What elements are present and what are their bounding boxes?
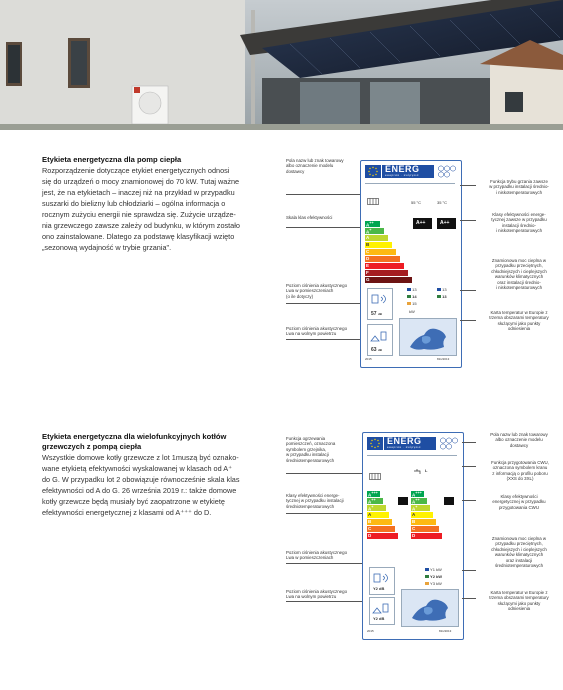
capacity-average-35: 13 [437, 294, 447, 299]
section1-line: ono zainstalowane. Dlatego za podstawę klasyfikacji wzięto [42, 232, 235, 241]
radiator-icon [367, 192, 379, 199]
leader-line [286, 473, 362, 474]
leader-line [286, 339, 360, 340]
annotation-rated-heat-output-2: Znamionowa moc cieplna w przypadku przeciętnych, chłodniejszych i cieplejszych warunków klimatycznych oraz instalacji średniotemperaturowych [491, 536, 547, 569]
language-badges [436, 165, 456, 178]
energy-label-combi-boiler [362, 432, 464, 640]
class-indicator-heating [398, 497, 408, 505]
annotation-indoor-noise-2: Poziom ciśnienia akustycznego Lwa w pomieszczeniach [286, 550, 348, 561]
indoor-noise-box [369, 567, 395, 595]
energ-header [382, 165, 434, 178]
house-solar-photo [0, 0, 563, 130]
temp-35: 35 °C [437, 200, 448, 205]
leader-line [286, 513, 362, 514]
scale-bar-g: G [365, 277, 412, 283]
load-profile: L [425, 468, 428, 473]
annotation-outdoor-noise: Poziom ciśnienia akustycznego Lwa na wolnym powietrzu [286, 326, 348, 337]
scale-bar-appp: A+++ [367, 491, 380, 497]
annotation-dhw-function: Funkcja przygotowania CWU, oznaczona symbolem kranu z informacją o profilu poboru (XXS do 3XL) [491, 460, 549, 482]
scale-bar-d: D [365, 256, 400, 262]
capacity-unit: kW [409, 309, 415, 314]
capacity-cold: 13 [407, 287, 417, 292]
leader-line [460, 320, 476, 321]
scale-bar-app: A++ [365, 221, 380, 227]
label-footer-regulation: 811/2013 [437, 357, 450, 361]
section2-line: efektywności energetycznej z klasami od A⁺⁺⁺ do D. [42, 508, 212, 517]
scale-bar-b: B [365, 242, 392, 248]
temp-55: 55 °C [411, 200, 422, 205]
capacity-y3: Y3 kW [425, 581, 442, 586]
section2-line: Wszystkie domowe kotły grzewcze z lot 1muszą być oznako- [42, 453, 239, 462]
annotation-temperature-map-2: Karta temperatur w Europie z trzema obszarami temperatury służącymi jako punkty odniesienia [489, 590, 549, 612]
capacity-average: 14 [407, 294, 417, 299]
scale-bar-c: C [367, 526, 395, 532]
eu-flag-icon [365, 165, 381, 178]
leader-line [286, 563, 362, 564]
hero-photo [0, 0, 563, 130]
leader-line [462, 598, 476, 599]
leader-line [462, 466, 476, 467]
annotation-efficiency-classes-heating: Klasy efektywności energe- tycznej w przypadku instalacji średniotemperaturowych [286, 493, 344, 509]
leader-line [462, 570, 476, 571]
section2-line: kotły grzewcze będą musiały być zaopatrzone w etykietę [42, 497, 225, 506]
annotation-heating-mode: Funkcja trybu grzania zawsze w przypadku instalacji średnio- i niskotemperaturowych [489, 179, 549, 195]
annotation-dhw-efficiency: Klasy efektywności energetycznej w przypadku przygotowania CWU [492, 494, 546, 510]
annotation-efficiency-classes: Klasy efektywności energe- tycznej zawsze w przypadku instalacji średnio- i niskotemperaturowych [491, 212, 547, 234]
eu-flag-icon [367, 437, 383, 450]
leader-line [460, 185, 476, 186]
name-field-line [365, 183, 455, 188]
leader-line [460, 220, 476, 221]
annotation-supplier-name-2: Pola nazw lub znak towarowy albo oznaczenie modelu dostawcy [490, 432, 548, 448]
water-scale-bar-appp: A+++ [411, 491, 424, 497]
leader-line [286, 303, 360, 304]
annotation-indoor-noise: Poziom ciśnienia akustycznego Lwa w pomieszczeniach (o ile dotyczy) [286, 283, 348, 299]
scale-bar-app: A++ [367, 498, 383, 504]
scale-bar-f: F [365, 270, 408, 276]
label-footer-year: 2015 [367, 629, 374, 633]
scale-bar-a: A [367, 512, 389, 518]
capacity-warm: 15 [407, 301, 417, 306]
label-footer-regulation: 811/2013 [439, 629, 452, 633]
water-scale-bar-ap: A+ [411, 505, 430, 511]
annotation-efficiency-scale: Skala klas efektywności [286, 215, 333, 220]
section2-title: Etykieta energetyczna dla wielofunkcyjnych kotłów grzewczych z pompą ciepła [42, 432, 227, 451]
speaker-icon [370, 570, 394, 586]
outdoor-noise-value: Y2 dB [373, 616, 385, 621]
scale-bar-e: E [365, 263, 404, 269]
annotation-temperature-map: Karta temperatur w Europie z trzema obszarami temperatury służącymi jako punkty odniesienia [489, 310, 549, 332]
scale-bar-a: A [365, 235, 388, 241]
energy-label-heat-pump [360, 160, 462, 368]
speaker-icon [368, 291, 392, 309]
section1-title: Etykieta energetyczna dla pomp ciepła [42, 155, 182, 164]
scale-bar-ap: A+ [367, 505, 386, 511]
outdoor-noise-box [369, 597, 395, 625]
language-badges [438, 437, 458, 450]
leader-line [286, 227, 360, 228]
water-scale-bar-b: B [411, 519, 436, 525]
water-scale-bar-app: A++ [411, 498, 427, 504]
annotation-supplier-name: Pola nazw lub znak towarowy albo oznaczenie modelu dostawcy [286, 158, 344, 174]
section1-line: nia grzewczego zawsze zależy od budynku, w którym zostało [42, 221, 240, 230]
water-scale-bar-a: A [411, 512, 433, 518]
outdoor-noise-value: 63 dB [371, 347, 382, 353]
outdoor-noise-box [367, 324, 393, 356]
water-scale-bar-d: D [411, 533, 442, 539]
capacity-y2: Y2 kW [425, 574, 442, 579]
label-footer-year: 2015 [365, 357, 372, 361]
leader-line [286, 194, 360, 195]
class-indicator-water [444, 497, 454, 505]
leader-line [462, 442, 476, 443]
scale-bar-ap: A+ [365, 228, 384, 234]
section1-line: „sezonową wydajność w trybie grzania". [42, 243, 172, 252]
class-indicator-55: A++ [413, 218, 432, 229]
europe-climate-map [399, 318, 457, 356]
class-indicator-35: A++ [437, 218, 456, 229]
water-scale-bar-c: C [411, 526, 439, 532]
radiator-icon [369, 467, 381, 474]
europe-map-icon [402, 590, 458, 626]
capacity-y1: Y1 kW [425, 567, 442, 572]
leader-line [286, 601, 362, 602]
outdoor-speaker-icon [368, 327, 392, 345]
scale-bar-c: C [365, 249, 396, 255]
energ-text: ENERG [387, 436, 422, 446]
annotation-rated-heat-output: Znamionowa moc cieplna w przypadku przeciętnych, chłodniejszych i cieplejszych warunków klimatycznych oraz instalacji średnio- i niskotemperaturowych [491, 258, 547, 291]
name-field-line [367, 455, 457, 460]
indoor-noise-value: Y2 dB [373, 586, 385, 591]
europe-map-icon [400, 319, 456, 355]
section1-line: Rozporządzenie dotyczące etykiet energetycznych odnosi [42, 166, 230, 175]
tap-icon [413, 465, 423, 475]
indoor-noise-box [367, 288, 393, 320]
annotation-outdoor-noise-2: Poziom ciśnienia akustycznego Lwa na wolnym powietrzu [286, 589, 348, 600]
section2-line: do G. W przypadku lot 2 obowiązuje równocześnie skala klas [42, 475, 240, 484]
section2-line: wane etykietą efektywności wyskalowanej w klasach od A⁺ [42, 464, 233, 473]
energ-header [384, 437, 436, 450]
section1-line: rocznym zużyciu energii nie sprawdza się. Zużycie urządze- [42, 210, 236, 219]
section1-line: jest, że na etykietach – inaczej niż na przykład w przypadku [42, 188, 235, 197]
section1-line: suszarki do bielizny lub chłodziarki – ogólna informacja o [42, 199, 226, 208]
energ-subtitle: енергия · ενέργεια [387, 445, 421, 449]
annotation-space-heating: Funkcja ogrzewania pomieszczeń, oznaczona symbolem grzejnika, w przypadku instalacji średniotemperaturowych [286, 436, 336, 463]
europe-climate-map [401, 589, 459, 627]
scale-bar-b: B [367, 519, 392, 525]
leader-line [460, 290, 476, 291]
energ-text: ENERG [385, 164, 420, 174]
scale-bar-d: D [367, 533, 398, 539]
energ-subtitle: енергия · ενέργεια [385, 173, 419, 177]
section1-line: się do urządzeń o mocy znamionowej do 70 kW. Tutaj ważne [42, 177, 240, 186]
indoor-noise-value: 57 dB [371, 311, 382, 317]
leader-line [462, 500, 476, 501]
section2-line: efektywności od A do G. 26 września 2019 r.: także domowe [42, 486, 237, 495]
capacity-cold-35: 13 [437, 287, 447, 292]
outdoor-speaker-icon [370, 600, 394, 616]
